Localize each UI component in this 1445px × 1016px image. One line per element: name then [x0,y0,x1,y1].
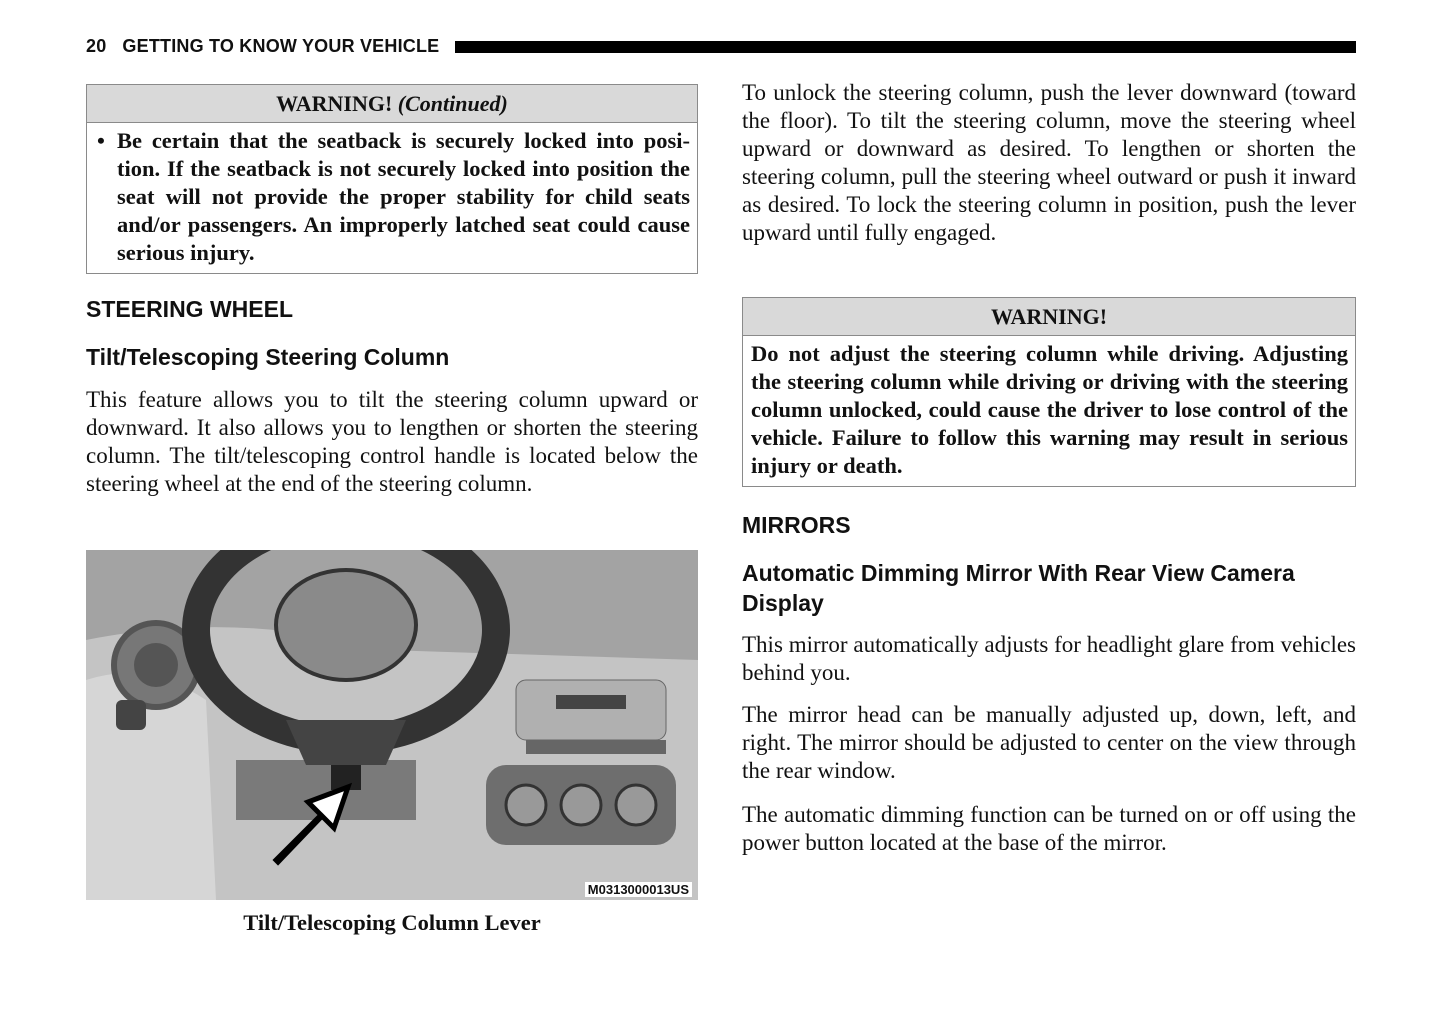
subsection-heading: Tilt/Telescoping Steering Column [86,344,450,370]
steering-column-figure [86,550,698,900]
running-header [86,36,1356,57]
warning-title: WARNING! [743,298,1355,336]
body-paragraph: This feature allows you to tilt the steering column upward or downward. It also allows you to lengthen or shorten the steering column. The tilt/telescoping control handle is located below the steering wheel at the end of the steering column. [86,387,698,496]
dashboard-illustration [86,550,698,900]
body-paragraph: This mirror automatically adjusts for headlight glare from vehicles behind you. [742,632,1356,685]
body-paragraph: The mirror head can be manually adjusted up, down, left, and right. The mirror should be adjusted to center on the view through the rear window. [742,702,1356,783]
bullet-icon: • [97,128,105,153]
warning-box [742,297,1356,487]
body-paragraph: To unlock the steering column, push the lever downward (toward the floor). To tilt the steering column, move the steering wheel upward or downward as desired. To lengthen or shorten the steering column, pull the steering wheel outward or push it inward as desired. To lock the steering column in position, push the lever upward until fully engaged. [742,80,1356,245]
header-rule [455,41,1356,53]
section-heading: STEERING WHEEL [86,296,294,322]
warning-bullet [87,123,697,273]
warning-header [87,85,697,123]
section-title: GETTING TO KNOW YOUR VEHICLE [122,36,440,56]
left-column [86,84,698,274]
warning-title: WARNING! [276,91,393,116]
section-heading: MIRRORS [742,512,851,538]
warning-continued-label: (Continued) [397,91,508,116]
page-number: 20 [86,36,107,56]
warning-continued-box [86,84,698,274]
body-paragraph: The automatic dimming function can be turned on or off using the power button located at the base of the mirror. [742,802,1356,855]
warning-bullet-text: Be certain that the seatback is securely locked into posi- tion. If the seatback is not securely locked into position the seat will not provide the proper stability for child seats and/or passengers. An improperly latched seat could cause serious injury. [117,128,690,265]
figure-caption: Tilt/Telescoping Column Lever [243,910,541,935]
figure-code: M0313000013US [585,882,692,897]
subsection-heading: Automatic Dimming Mirror With Rear View Camera Display [742,560,1295,616]
warning-text: Do not adjust the steering column while driving. Adjusting the steering column while driving or driving with the steering column unlocked, could cause the driver to lose control of the vehicle. Failure to follow this warning may result in serious injury or death. [751,341,1348,478]
